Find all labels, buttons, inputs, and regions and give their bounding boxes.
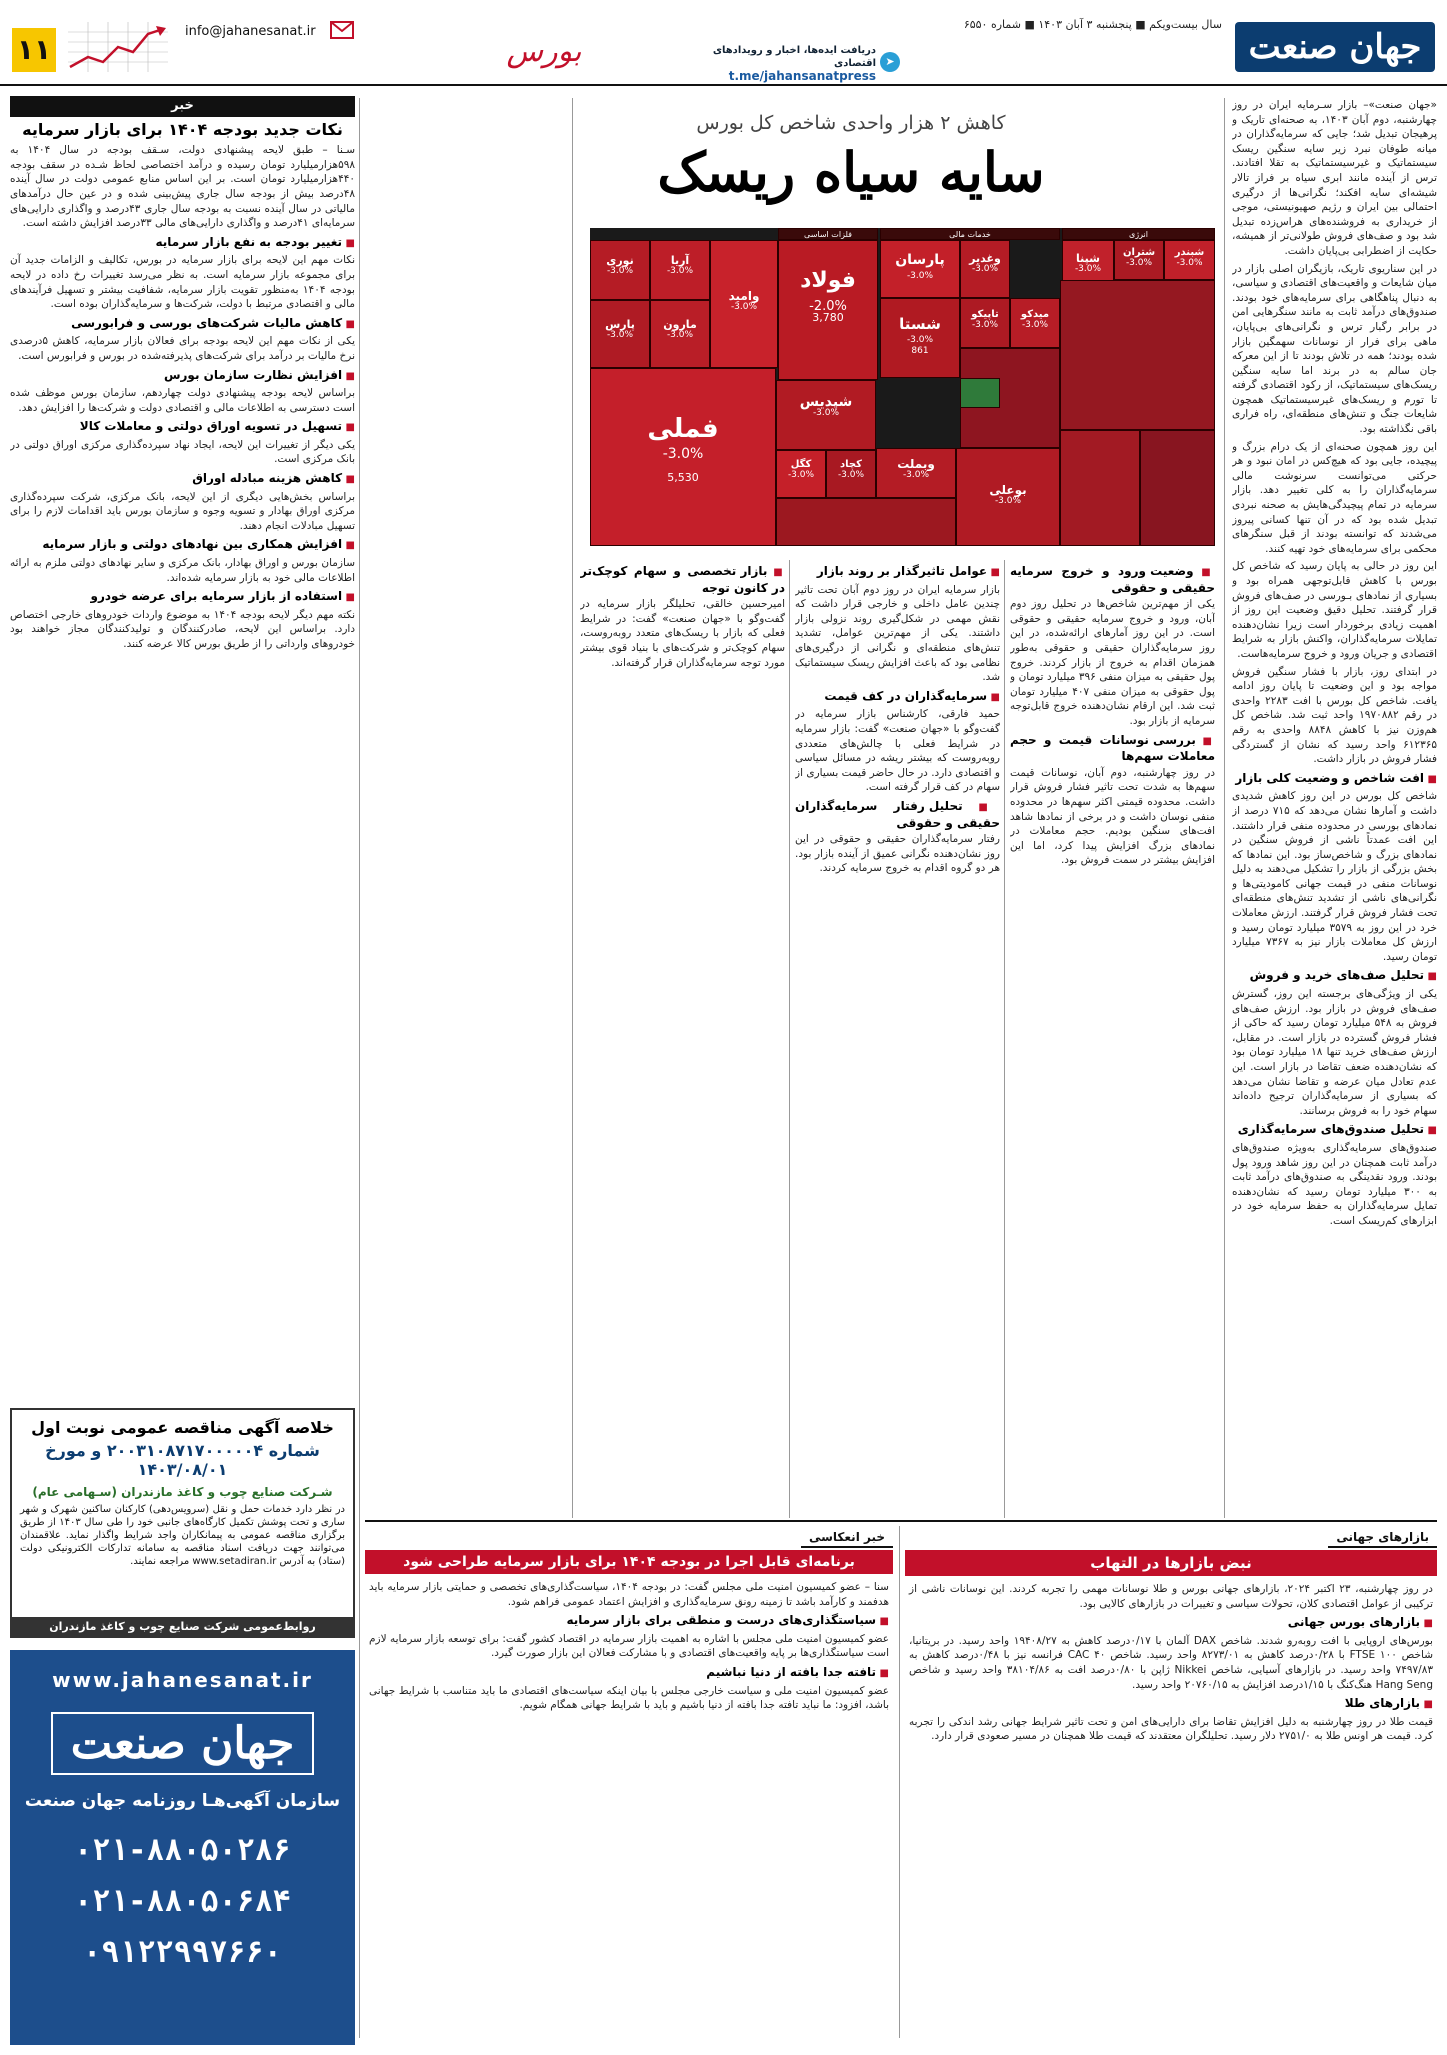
treemap-cell xyxy=(956,448,1060,546)
sidebar-text: سازمان بورس و اوراق بهادار، بانک مرکزی و سایر نهادهای دولتی ملزم به ارائه اطلاعات مالی خود به بازار سرمایه شده‌اند. xyxy=(10,557,355,584)
intro-paragraph: این روز همچون صحنه‌ای از یک درام بزرگ و پیچیده، جایی بود که هیچ‌کس در امان نبود و هر حرکتی می‌توانست سرنوشت مالی سرمایه‌گذاران را به کلی تغییر دهد. بازار سرمایه در تمام پیچیدگی‌هایش به صحنه نبردی تبدیل شده بود که در آن تنها کسانی پیروز می‌شدند که توانسته بودند از قبل سنگرهای محکمی برای سرمایه‌های خود تهیه کنند. xyxy=(1232,440,1437,555)
sidebar-subheading: ■ کاهش هزینه مبادله اوراق xyxy=(10,471,355,488)
treemap-cell xyxy=(650,240,710,300)
treemap-label: شبندر xyxy=(1174,247,1205,258)
section-text: حمید فارقی، کارشناس بازار سرمایه در گفت‌وگو با «جهان صنعت» گفت: بازار سرمایه در شرایط فعلی با چالش‌های متعددی روبه‌روست که بیشتر ریشه در مسائل سیاسی و اقتصادی دارد. در حال حاضر قیمت بسیاری از سهام در کف قرار گرفته است. xyxy=(795,708,1000,794)
treemap-cell xyxy=(778,240,878,380)
ad-agency-tagline: سازمان آگهی‌هـا روزنامه جهان صنعت xyxy=(24,1791,341,1811)
sidebar-subheading: ■ کاهش مالیات شرکت‌های بورسی و فرابورسی xyxy=(10,316,355,333)
treemap-label: شپنا xyxy=(1076,252,1100,265)
treemap-label: پارس xyxy=(605,318,635,331)
treemap-cell xyxy=(776,380,876,450)
treemap-cell xyxy=(1164,240,1215,280)
world-markets-intro: در روز چهارشنبه، ۲۳ اکتبر ۲۰۲۴، بازارهای جهانی بورس و طلا نوسانات مهمی را تجربه کردند. این نوسانات ناشی از ترکیبی از عوامل اقتصادی کلان، تحولات سیاسی و تغییرات در بازارهای کالایی بود. xyxy=(909,1583,1433,1610)
sidebar-subheading: ■ تغییر بودجه به نفع بازار سرمایه xyxy=(10,235,355,252)
ad-agency-logo: جهان صنعت xyxy=(51,1712,315,1775)
treemap-value: 3,780 xyxy=(812,311,844,324)
market-treemap xyxy=(590,228,1215,546)
treemap-change: -3.0% xyxy=(606,330,634,340)
special-news-label: خبر انعکاسی xyxy=(801,1528,893,1548)
treemap-cell-small xyxy=(1060,280,1215,430)
world-markets-paragraph: قیمت طلا در روز چهارشنبه به دلیل افزایش تقاضا برای دارایی‌های امن و تحت تاثیر شرایط جهانی رشد اندکی را تجربه کرد. قیمت هر اونس طلا به ۲۷۵۱/۰ دلار رسید. تحلیلگران معتقدند که قیمت طلا همچنان در مسیر صعودی قرار دارد. xyxy=(909,1715,1433,1743)
sidebar-subheading: ■ افزایش همکاری بین نهادهای دولتی و بازار سرمایه xyxy=(10,537,355,554)
newspaper-logo: جهان صنعت xyxy=(1235,22,1435,72)
treemap-change: -3.0% xyxy=(662,446,704,462)
treemap-cell xyxy=(590,368,776,546)
special-news-paragraph: عضو کمیسیون امنیت ملی مجلس با اشاره به اهمیت بازار سرمایه در اقتصاد کشور گفت: برای توسعه بازار سرمایه لازم است سیاستگذاری‌ها بر پایه واقعیت‌های اقتصادی و با مشارکت فعالان این بازار صورت گیرد. xyxy=(369,1632,889,1660)
section-heading: ■ عوامل تاثیرگذار بر روند بازار xyxy=(795,564,1000,581)
treemap-label: پارسان xyxy=(895,252,945,268)
treemap-cell xyxy=(826,450,876,498)
sidebar-title: نکات جدید بودجه ۱۴۰۴ برای بازار سرمایه xyxy=(22,119,343,139)
world-markets xyxy=(905,1526,1437,2046)
treemap-label: آریا xyxy=(670,254,690,267)
treemap-sector-header: انرژی xyxy=(1062,228,1215,240)
treemap-label: شپدیس xyxy=(799,394,853,410)
treemap-change: -3.0% xyxy=(1021,320,1049,330)
treemap-label: کچاد xyxy=(840,459,862,470)
world-markets-subheading: ■ بازارهای بورس جهانی xyxy=(909,1615,1433,1632)
treemap-label: فولاد xyxy=(800,268,856,293)
world-markets-label: بازارهای جهانی xyxy=(1328,1528,1437,1548)
ad-agency-box xyxy=(10,1650,355,2045)
headline-kicker: کاهش ۲ هزار واحدی شاخص کل بورس xyxy=(696,112,1006,134)
tender-number: شماره ۲۰۰۳۱۰۸۷۱۷۰۰۰۰۰۴ و مورخ ۱۴۰۳/۰۸/۰۱ xyxy=(45,1441,320,1479)
treemap-sector-header: فلزات اساسی xyxy=(778,228,878,240)
sidebar-text: نکته مهم دیگر لایحه بودجه ۱۴۰۴ به موضوع واردات خودروهای خارجی اختصاص دارد. براساس این لایحه، صادرکنندگان و تولیدکنندگان مجاز خواهند بود خودروهای وارداتی را از طریق بورس کالا عرضه کنند. xyxy=(10,608,355,650)
treemap-label: وغدیر xyxy=(969,252,1001,265)
world-markets-title: نبض بازارها در التهاب xyxy=(905,1550,1437,1576)
lead-column xyxy=(365,98,570,1518)
special-news xyxy=(365,1526,893,2046)
tender-footer: روابط‌عمومی شرکت صنایع چوب و کاغذ مازندران xyxy=(12,1617,353,1636)
treemap-label: مارون xyxy=(663,318,697,331)
treemap-cell xyxy=(880,298,960,378)
sidebar-text: براساس لایحه بودجه پیشنهادی دولت چهاردهم، سازمان بورس موظف شده است دسترسی به اطلاعات مالی و اقتصادی دولت و شرکت‌ها را افزایش دهد. xyxy=(10,387,355,414)
telegram-text: دریافت ایده‌ها، اخبار و رویدادهای اقتصادی xyxy=(712,45,876,69)
treemap-label: نوری xyxy=(606,254,634,267)
treemap-change: -3.0% xyxy=(606,266,634,276)
section-heading: ■ تحلیل رفتار سرمایه‌گذاران حقیقی و حقوقی xyxy=(795,799,1000,830)
treemap-sector-header: خدمات مالی xyxy=(880,228,1060,240)
lead-column xyxy=(795,560,1000,1518)
section-text: امیرحسین خالقی، تحلیلگر بازار سرمایه در گفت‌وگو با «جهان صنعت» گفت: در شرایط فعلی که بازار با ریسک‌های متعدد روبه‌روست، سهام کوچک‌تر و شرکت‌های با بنیاد قوی بیشتر مورد توجه سرمایه‌گذاران قرار گرفته‌اند. xyxy=(580,598,785,669)
tender-title: خلاصه آگهی مناقصه عمومی نوبت اول xyxy=(31,1418,334,1437)
treemap-value: 5,530 xyxy=(667,471,699,484)
special-news-title: برنامه‌ای قابل اجرا در بودجه ۱۴۰۴ برای بازار سرمایه طراحی شود xyxy=(365,1550,893,1574)
sidebar-text: نکات مهم این لایحه برای بازار سرمایه در بورس، تکالیف و الزامات جدید آن برای مجموعه بازار سرمایه است. به نظر می‌رسد تغییرات رخ داده در لایحه بودجه ۱۴۰۴ به‌منظور تقویت بازار سرمایه، شفافیت بیشتر و تسهیل فرآیندهای مالی و اقتصادی مرتبط با دولت، شرکت‌ها و سرمایه‌گذاران بوده است. xyxy=(10,254,355,311)
treemap-label: بوعلی xyxy=(989,483,1027,497)
issue-line: سال بیست‌ویکم ■ پنجشنبه ۳ آبان ۱۴۰۳ ■ شماره ۶۵۵۰ xyxy=(963,18,1222,31)
sidebar-subheading: ■ افزایش نظارت سازمان بورس xyxy=(10,368,355,385)
treemap-change: -3.0% xyxy=(906,271,934,281)
treemap-change: -3.0% xyxy=(730,302,758,312)
intro-paragraph: این روز در حالی به پایان رسید که شاخص کل بورس با کاهش قابل‌توجهی همراه بود و بسیاری از نمادهای بـورسی در صف‌های فروش قرار گرفتند. تحلیل دقیق وضعیت این روز از اهمیت زیادی برخوردار است زیرا نشان‌دهنده تمایلات سرمایه‌گذاران، واکنش بازار به شرایط اقتصادی و جریان ورود و خروج سرمایه‌هاست. xyxy=(1232,560,1437,660)
treemap-cell xyxy=(880,240,960,298)
treemap-cell-small xyxy=(1060,430,1140,546)
treemap-change: -3.0% xyxy=(787,470,815,480)
treemap-cell xyxy=(650,300,710,368)
section-text: رفتار سرمایه‌گذاران حقیقی و حقوقی در این روز نشان‌دهنده نگرانی عمیق از آینده بازار بود. هر دو گروه اقدام به خروج سرمایه کردند. xyxy=(795,833,1000,875)
treemap-change: -3.0% xyxy=(971,320,999,330)
treemap-change: -3.0% xyxy=(902,470,930,480)
telegram-promo[interactable] xyxy=(676,44,876,83)
treemap-cell xyxy=(1114,240,1164,280)
section-text: در روز چهارشنبه، دوم آبان، نوسانات قیمت سهم‌ها به شدت تحت تاثیر فشار فروش قرار داشت. محدوده قیمتی اکثر سهم‌ها در محدوده منفی نوسان داشت و در برخی از نمادها شاهد افت‌های سنگین بودیم. حجم معاملات در نمادهای بزرگ افزایش پیدا کرد، اما این افزایش بیشتر در سمت فروش بود. xyxy=(1010,766,1215,867)
treemap-change: -3.0% xyxy=(837,470,865,480)
section-text: یکی از مهم‌ترین شاخص‌ها در تحلیل روز دوم آبان، ورود و خروج سرمایه حقیقی و حقوقی است. در این روز آمارهای ارائه‌شده، در این روز سرمایه‌گذاران حقیقی و حقوقی به‌طور همزمان اقدام به خروج از بازار کردند. خروج پول حقیقی به میزان منفی ۳۹۶ میلیارد تومان و پول حقوقی به میزان منفی ۴۰۷ میلیارد تومان ثبت شد. این ارقام نشان‌دهنده خروج قابل‌توجه سرمایه از بازار بود. xyxy=(1010,598,1215,727)
lead-column xyxy=(580,560,785,1518)
treemap-label: کگل xyxy=(790,459,812,470)
treemap-change: -3.0% xyxy=(1074,264,1102,274)
ad-agency-phone[interactable]: ۰۹۱۲۲۹۹۷۶۶۰ xyxy=(83,1935,282,1970)
treemap-change: -3.0% xyxy=(666,266,694,276)
lead-column xyxy=(1010,560,1215,1518)
treemap-label: تاپیکو xyxy=(971,309,999,320)
special-news-text xyxy=(365,1574,893,2044)
sidebar-subheading: ■ تسهیل در تسویه اوراق دولتی و معاملات کالا xyxy=(10,419,355,436)
tender-company: شـرکت صنایع چوب و کاغذ مازندران (سـهامی عام) xyxy=(32,1485,333,1499)
special-news-intro: سنا – عضو کمیسیون امنیت ملی مجلس گفت: در بودجه ۱۴۰۴، سیاست‌گذاری‌های تخصصی و حمایتی بازار سرمایه باید هدفمند و کارآمد باشد تا زمینه رونق سرمایه‌گذاری و افزایش اعتماد عمومی فراهم شود. xyxy=(369,1581,889,1608)
treemap-change: -3.0% xyxy=(994,496,1022,506)
ad-agency-phone[interactable]: ۰۲۱-۸۸۰۵۰۶۸۴ xyxy=(74,1884,291,1919)
treemap-cell-small xyxy=(776,498,956,546)
sidebar-heading: خبر xyxy=(10,96,355,117)
treemap-cell xyxy=(710,240,778,368)
sidebar-text: یکی از نکات مهم این لایحه بودجه برای فعالان بازار سرمایه، کاهش ۵درصدی نرخ مالیات بر درآمد برای شرکت‌های پذیرفته‌شده در بورس و فرابورس است. xyxy=(10,335,355,362)
treemap-change: -3.0% xyxy=(1176,258,1203,268)
treemap-change: -2.0% xyxy=(809,299,847,314)
section-text: یکی از ویژگی‌های برجسته این روز، گسترش صف‌های فروش در بازار بود. ارزش صف‌های فروش به ۵۴۸ میلیارد تومان رسید که حاکی از فشار فروش گسترده در بازار است. در مقابل، ارزش صف‌های خرید تنها ۱۸ میلیارد تومان بود که نشان‌دهنده ضعف تقاضا در بازار است. این عدم تعادل میان عرضه و تقاضا نشان می‌دهد که بسیاری از سرمایه‌گذاران ترجیح داده‌اند سهام خود را به فروش برسانند. xyxy=(1232,988,1437,1117)
treemap-cell xyxy=(960,298,1010,348)
treemap-change: -3.0% xyxy=(971,264,999,274)
sidebar-news xyxy=(10,96,355,1396)
treemap-label: شتران xyxy=(1122,247,1156,258)
treemap-change: -3.0% xyxy=(906,335,934,345)
treemap-cell xyxy=(590,240,650,300)
ad-agency-phone[interactable]: ۰۲۱-۸۸۰۵۰۲۸۶ xyxy=(74,1833,291,1868)
tender-ad xyxy=(10,1408,355,1638)
treemap-label: میدکو xyxy=(1020,309,1050,320)
rising-chart-icon xyxy=(68,22,168,72)
world-markets-subheading: ■ بازارهای طلا xyxy=(909,1696,1433,1713)
telegram-icon: ➤ xyxy=(880,52,900,72)
special-news-subheading: ■ تافته جدا بافته از دنیا نباشیم xyxy=(369,1665,889,1682)
treemap-label: وبملت xyxy=(897,457,935,471)
treemap-cell-small xyxy=(960,378,1000,408)
section-text: بازار سرمایه ایران در روز دوم آبان تحت تاثیر چندین عامل داخلی و خارجی قرار داشت که نقش مهمی در شکل‌گیری روند نزولی بازار داشتند. یکی از مهم‌ترین عوامل، تشدید تنش‌های منطقه‌ای و نگرانی از درگیری‌های نظامی بود که باعث افزایش ریسک سیستماتیک شد. xyxy=(795,583,1000,684)
intro-paragraph: در ابتدای روز، بازار با فشار سنگین فروش مواجه بود و این وضعیت تا پایان روز ادامه یافت. شاخص کل بورس با افت ۲۲۸۳ واحدی در رقم ۱۹۷۰۸۸۲ واحد ثبت شد. شاخص کل هم‌وزن نیز با کاهش ۸۸۴۸ واحدی به رقم ۶۱۲۳۶۵ واحد رسید که نشان از گستردگی فشار فروش در بازار داشت. xyxy=(1232,665,1437,766)
treemap-cell xyxy=(776,450,826,498)
treemap-label: فملی xyxy=(647,414,719,444)
treemap-cell xyxy=(1010,298,1060,348)
mail-icon xyxy=(330,18,354,40)
treemap-cell-small xyxy=(1140,430,1215,546)
sidebar-intro: سـنا – طبق لایحه پیشنهادی دولت، سـقف بودجه در سال ۱۴۰۴ به ۵۹۸هزارمیلیارد تومان رسیده و درآمد اختصاصی لحاظ شـده در سقف بودجه ۴۴۰هزارمیلیارد تومان است. بر این اساس منابع عمومی دولت در سال آینده ۴۸درصد بیش از بودجه سال جاری پیش‌بینی شده و در عین حال درآمدهای مالیاتی در سال آینده نسبت به بودجه سال جاری ۴۳درصد و واگذاری دارایی‌های سرمایه‌ای ۴۱درصد و واگذاری دارایی‌های مالی ۳۳درصد افزایش داشته است. xyxy=(10,144,355,230)
special-news-paragraph: عضو کمیسیون امنیت ملی و سیاست خارجی مجلس با بیان اینکه سیاست‌های اقتصادی ما باید متناسب با شرایط جهانی باشد، افزود: ما نباید تافته جدا بافته از دنیا باشیم و باید با شرایط جهانی همگام شویم. xyxy=(369,1684,889,1712)
section-heading: ■ بررسی نوسانات قیمت و حجم معاملات سهم‌ها xyxy=(1010,733,1215,764)
special-news-subheading: ■ سیاستگذاری‌های درست و منطقی برای بازار سرمایه xyxy=(369,1613,889,1630)
page-number: ۱۱ xyxy=(12,28,56,72)
tender-text: در نظر دارد خدمات حمل و نقل (سرویس‌دهی) کارکنان ساکنین شهرک و شهر ساری و تحت پوشش تکمیل کارگاه‌های جانبی خود را طی سال ۱۴۰۳ از طریق برگزاری مناقصه عمومی به پیمانکاران واجد شرایط واگذار نماید. علاقمندان می‌توانند جهت دریافت اسناد مناقصه به سامانه تدارکات الکترونیکی دولت (ستاد) به آدرس www.setadiran.ir مراجعه نمایند. xyxy=(20,1504,345,1567)
section-heading: ■ تحلیل صندوق‌های سرمایه‌گذاری xyxy=(1232,1122,1437,1139)
sidebar-text: یکی دیگر از تغییرات این لایحه، ایجاد نهاد سپرده‌گذاری مرکزی اوراق دولتی در بانک مرکزی است. xyxy=(10,438,355,466)
section-text: شاخص کل بورس در این روز کاهش شدیدی داشت و آمارها نشان می‌دهد که ۷۱۵ درصد از نمادهای بورسی در محدوده منفی قرار داشتند. این افت عمدتاً ناشی از فروش سنگین در نمادهای بزرگ و شاخص‌ساز بود. این نمادها که بخش بزرگی از بازار را تشکیل می‌دهند به دلیل نوسانات منفی در قیمت جهانی کامودیتی‌ها و نگرانی‌های ناشی از تشدید تنش‌های منطقه‌ای تحت فشار فروش قرار گرفتند. ارزش معاملات خرد در این روز به ۳۵۷۹ میلیارد تومان رسید و ارزش کل معاملات بازار نیز به ۷۳۶۷ میلیارد تومان رسید. xyxy=(1232,790,1437,963)
treemap-label: شستا xyxy=(899,315,941,333)
section-heading: ■ وضعیت ورود و خروج سرمایه حقیقی و حقوقی xyxy=(1010,564,1215,595)
intro-paragraph: در این سناریوی تاریک، بازیگران اصلی بازار در میان شایعات و واقعیت‌های اقتصادی و سیاسی، به دنبال پناهگاهی برای سرمایه‌های خود بودند. صندوق‌های درآمد ثابت به مانند سنگرهایی امن در برابر رگبار ترس و نگرانی‌های بی‌پایان، ماهی برای فرار از نوسانات سهمگین بازار شده بودند؛ همه در تلاش بودند تا از این معرکه جان سالم به در برند اما سایه سنگین ریسک‌های سیستماتیک، از رکود اقتصادی گرفته تا تورم و ریسک‌های غیرسیستماتیک همچون شایعات جنگ و تنش‌های منطقه‌ای، راه فراری باقی نگذاشته بود. xyxy=(1232,262,1437,436)
section-title: بورس xyxy=(506,34,582,69)
contact-email[interactable]: info@jahanesanat.ir xyxy=(185,24,316,39)
section-heading: ■ سرمایه‌گذاران در کف قیمت xyxy=(795,689,1000,706)
world-markets-paragraph: بورس‌های اروپایی با افت روبه‌رو شدند. شاخص DAX آلمان با ۰/۱۷درصد کاهش به ۱۹۴۰۸/۲۷ واحد رسید. در بریتانیا، شاخص FTSE ۱۰۰ با ۰/۲۸درصد کاهش به ۸۲۷۳/۰۱ واحد رسید. شاخص CAC ۴۰ فرانسه نیز با ۰/۴۸درصد کاهش به ۷۴۹۷/۸۳ واحد رسید. در بازارهای آسیایی، شاخص Nikkei ژاپن با ۰/۸۰درصد افت به ۳۸۱۰۴/۸۶ واحد رسید و شاخص Hang Seng هنگ‌کنگ با ۱/۱۵درصد افزایش به ۲۰۷۶۰/۱۵ واحد رسید. xyxy=(909,1634,1433,1691)
section-heading: ■ افت شاخص و وضعیت کلی بازار xyxy=(1232,771,1437,788)
sidebar-subheading: ■ استفاده از بازار سرمایه برای عرضه خودرو xyxy=(10,589,355,606)
headline: سایه سیاه ریسک xyxy=(657,140,1045,204)
treemap-change: -3.0% xyxy=(1125,258,1153,268)
sidebar-text: براساس بخش‌هایی دیگری از این لایحه، بانک مرکزی، شرکت سپرده‌گذاری مرکزی اوراق بهادار و تسویه وجوه و سازمان بورس باید اقدامات لازم را برای تسهیل مبادلات انجام دهند. xyxy=(10,490,355,532)
treemap-label: وامید xyxy=(728,289,760,303)
telegram-link[interactable]: t.me/jahansanatpress xyxy=(728,69,876,83)
treemap-value: 861 xyxy=(911,346,929,356)
section-text: صندوق‌های سرمایه‌گذاری به‌ویژه صندوق‌های درآمد ثابت همچنان در این روز شاهد ورود پول بودند. ورود نقدینگی به صندوق‌های درآمد ثابت به ۳۰۰ میلیارد تومان رسید که نشان‌دهنده تمایل سرمایه‌گذاران به حفظ سرمایه خود در ابزارهای کم‌ریسک است. xyxy=(1232,1141,1437,1227)
treemap-cell xyxy=(960,240,1010,298)
lead-intro-column xyxy=(1232,98,1437,1518)
treemap-change: -3.0% xyxy=(666,330,694,340)
treemap-change: -3.0% xyxy=(812,408,840,418)
ad-agency-url[interactable]: www.jahanesanat.ir xyxy=(52,1668,313,1692)
intro-paragraph: «جهان صنعت»– بازار سـرمایه ایران در روز چهارشنبه، دوم آبان ۱۴۰۳، به صحنه‌ای تاریک و پرهیجان تبدیل شد؛ جایی که سرمایه‌گذاران در میانه طوفان نبرد زیر سایه سنگین ریسک سیستماتیک و غیرسیستماتیک به تقلا افتادند. ترس از آینده مانند ابری سیاه بر فراز تالار شیشه‌ای سایه افکند؛ نگرانی‌ها از درگیری احتمالی بین ایران و رژیم صهیونیستی، موجی از خریداری به فروشنده‌های هراس‌زده تبدیل شد بود و صف‌های فروش طولانی‌تر از همیشه، حکایت از اضطرابی بی‌پایان داشت. xyxy=(1232,99,1437,257)
section-heading: ■ تحلیل صف‌های خرید و فروش xyxy=(1232,968,1437,985)
treemap-cell xyxy=(590,300,650,368)
treemap-cell xyxy=(876,448,956,498)
section-heading: ■ بازار تخصصی و سهام کوچک‌تر در کانون توجه xyxy=(580,564,785,595)
world-markets-text xyxy=(905,1576,1437,2046)
